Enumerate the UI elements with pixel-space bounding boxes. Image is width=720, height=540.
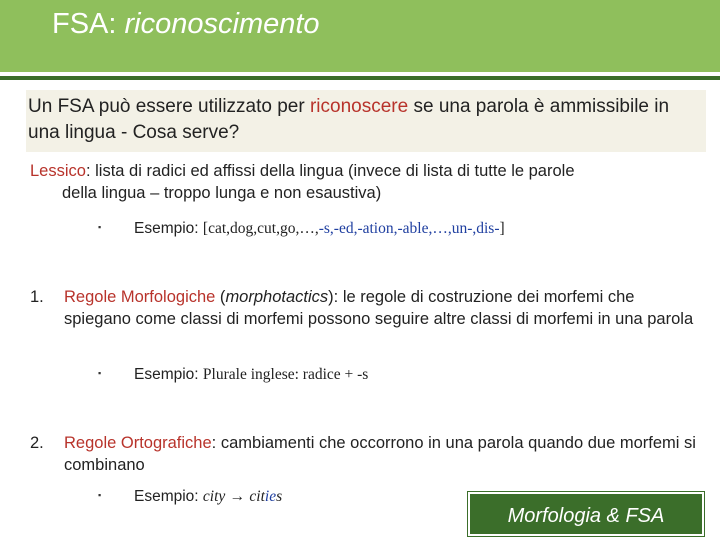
- lessico-term: Lessico: [30, 162, 86, 180]
- item2-rest: : cambiamenti che occorrono in una parola quando due morfemi si combinano: [64, 434, 696, 474]
- list-item-ortografiche: [30, 432, 700, 476]
- lessico-line1: : lista di radici ed affissi della lingua (invece di lista di tutte le parole: [85, 162, 575, 180]
- item1-term: Regole Morfologiche: [64, 288, 216, 306]
- arrow-right-icon: →: [229, 488, 246, 505]
- item1-part1: (: [215, 288, 226, 306]
- item1-italic: morphotactics: [225, 288, 329, 306]
- example-list-close: ]: [499, 220, 505, 237]
- topic-badge: [468, 492, 704, 536]
- item1-part2: ): le regole di costruzione dei morfemi che spiegano come classi di morfemi possono seguire altre classi di morfemi in una parola: [64, 288, 694, 328]
- topic-badge-label: Morfologia & FSA: [507, 505, 665, 527]
- bullet-icon: ▪: [98, 490, 102, 500]
- example3-to-highlight: ie: [264, 488, 277, 505]
- bullet-icon: ▪: [98, 368, 102, 378]
- example3-to-suffix: s: [276, 488, 283, 505]
- intro-text-1: Un FSA può essere utilizzato per: [28, 96, 310, 117]
- example-list-affixes: -s,-ed,-ation,-able,…,un-,dis-: [318, 220, 500, 237]
- example-list-roots: [cat,dog,cut,go,…,: [202, 220, 319, 237]
- item-number: 1.: [30, 288, 44, 306]
- lessico-paragraph: [30, 160, 710, 204]
- example2-text: Plurale inglese: radice + -s: [202, 366, 369, 383]
- example3-from: city: [202, 488, 226, 505]
- item2-term: Regole Ortografiche: [64, 434, 212, 452]
- intro-box: [26, 90, 706, 152]
- slide-title: [52, 8, 320, 41]
- bullet-icon: ▪: [98, 222, 102, 232]
- example-label: Esempio:: [134, 488, 203, 505]
- item-number: 2.: [30, 434, 44, 452]
- example3-to-prefix: cit: [249, 488, 265, 505]
- example-label: Esempio:: [134, 220, 203, 237]
- list-item-morfologiche: [30, 286, 700, 330]
- lessico-line2: della lingua – troppo lunga e non esaustiva): [62, 184, 382, 202]
- slide-title-italic: riconoscimento: [124, 8, 320, 40]
- intro-highlight: riconoscere: [309, 96, 409, 117]
- slide-title-main: FSA:: [52, 8, 125, 40]
- intro-text-2: se una parola è ammissibile in una lingua - Cosa serve?: [28, 96, 670, 143]
- example-label: Esempio:: [134, 366, 203, 383]
- title-divider: [0, 76, 720, 80]
- title-bar: [0, 0, 720, 72]
